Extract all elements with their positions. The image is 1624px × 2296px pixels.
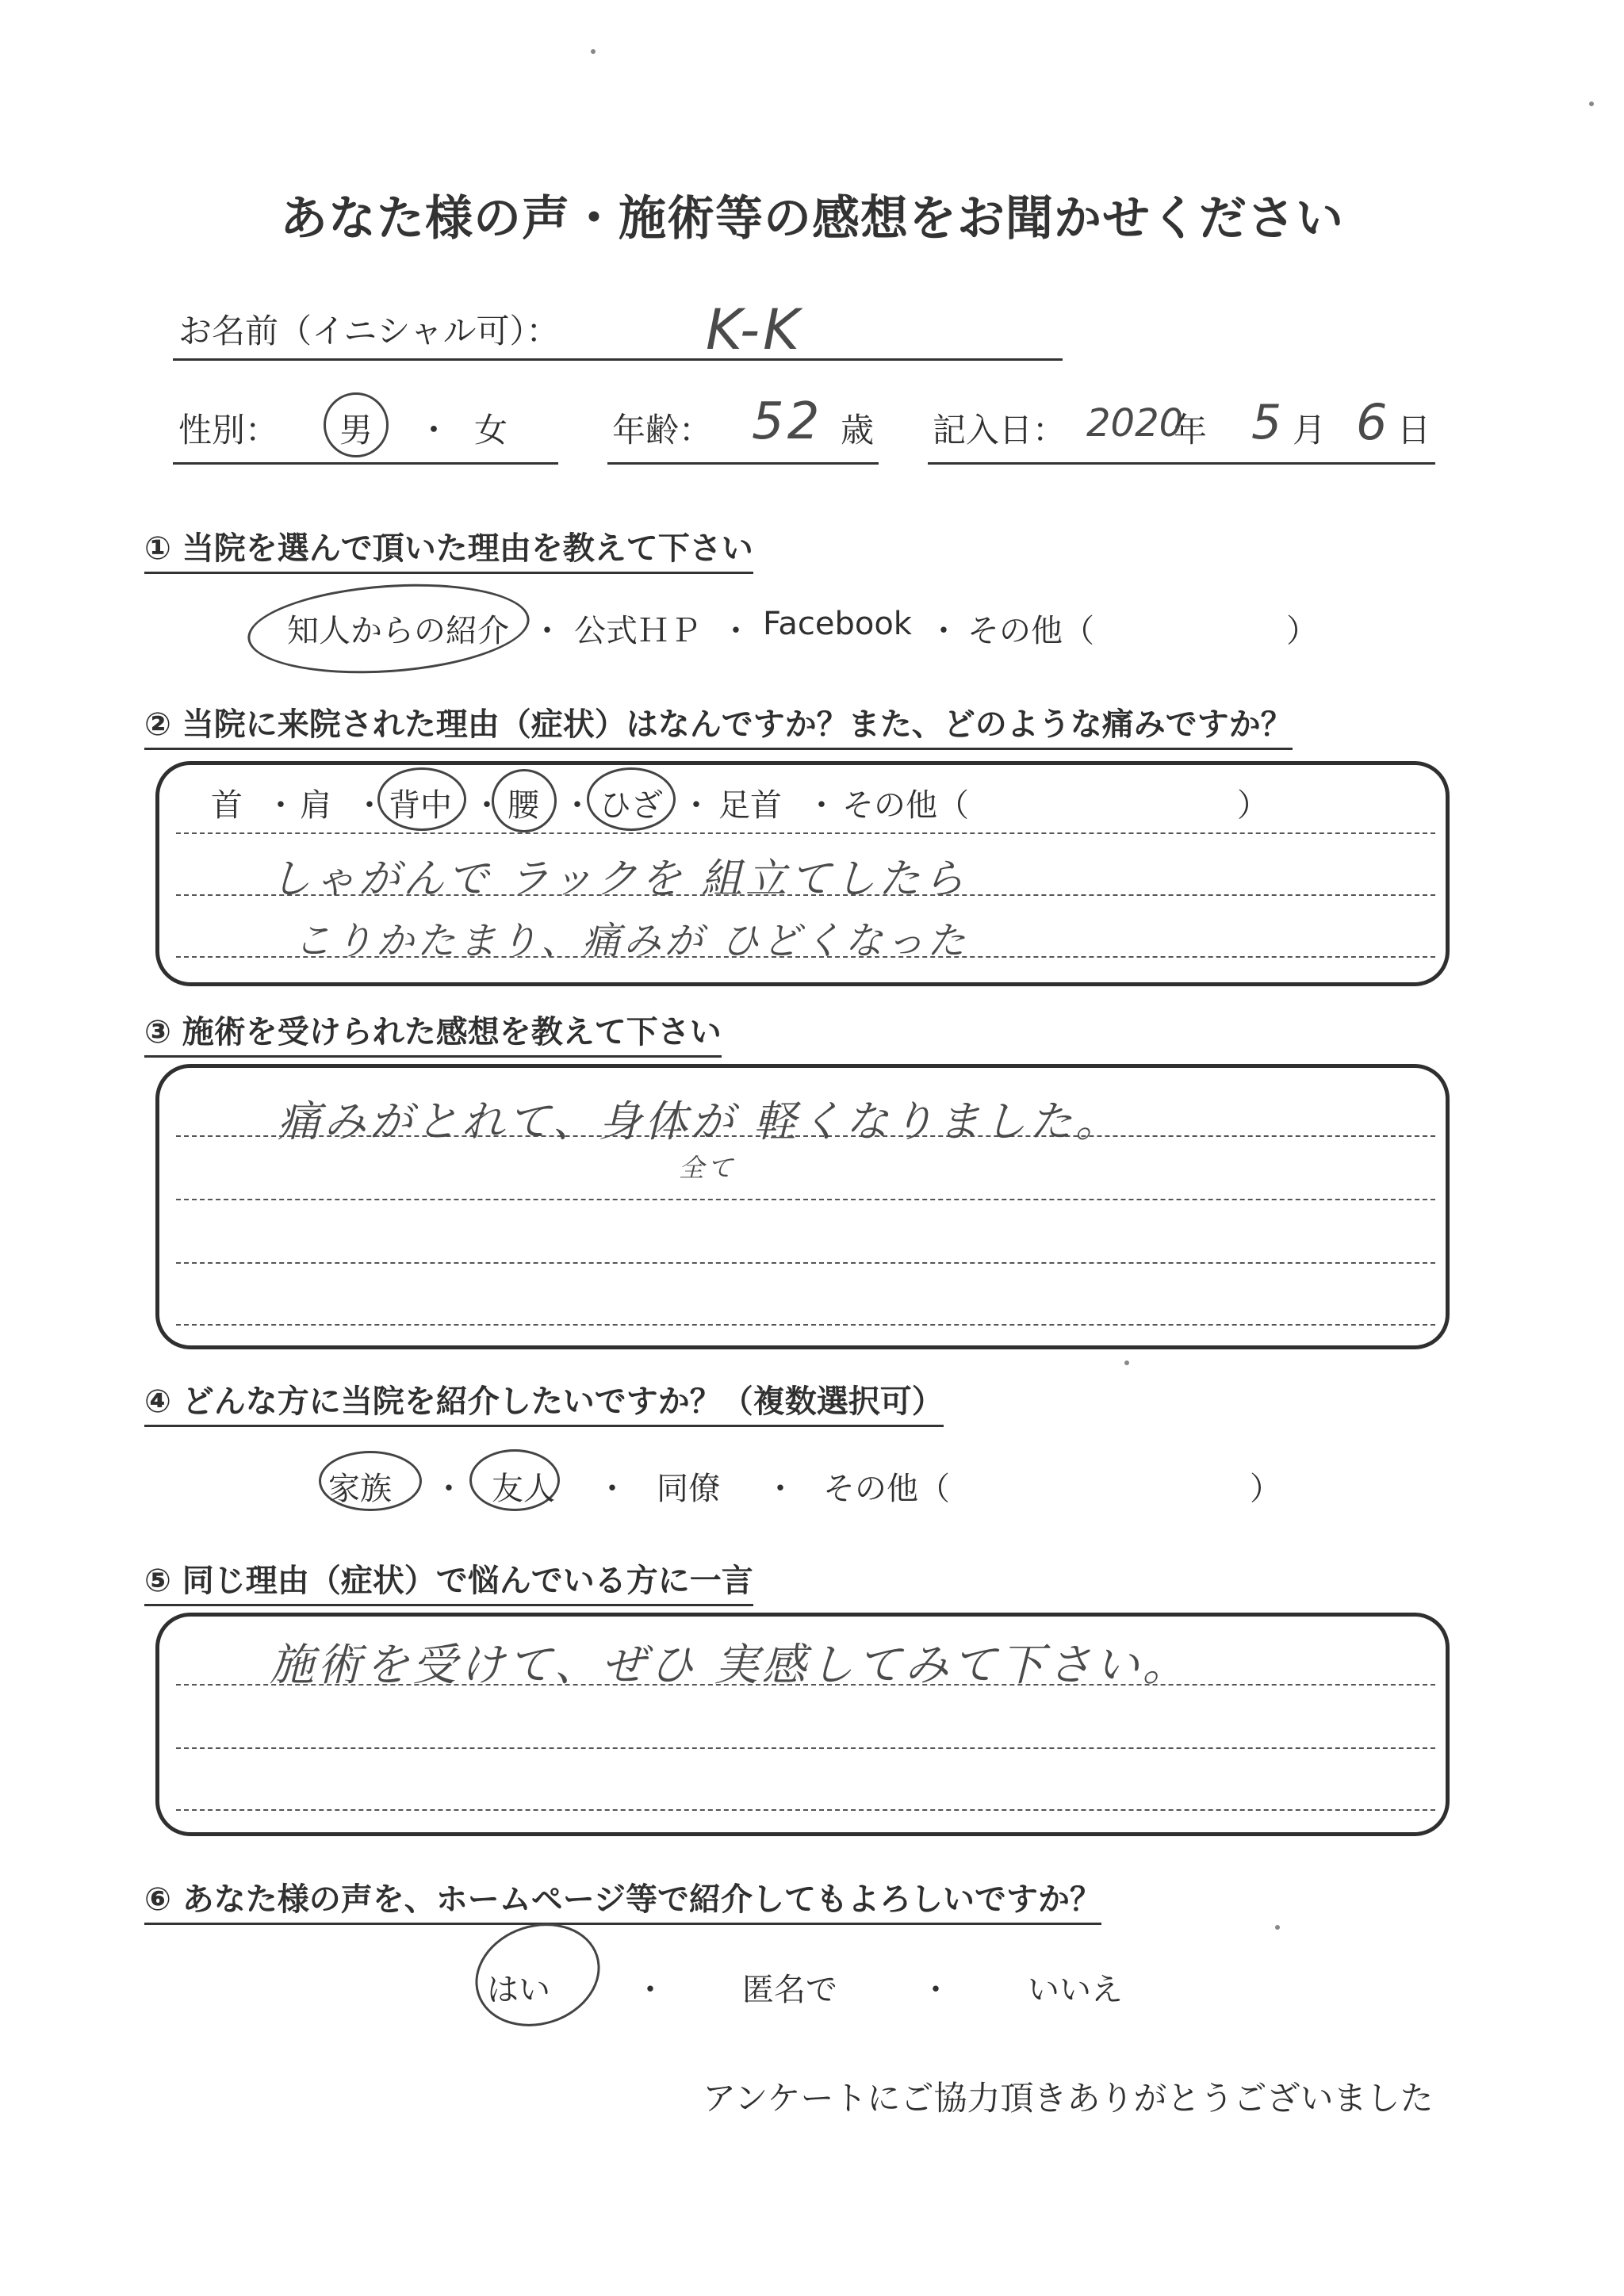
q1-option-referral[interactable]: 知人からの紹介 (287, 613, 509, 649)
age-underline (607, 462, 879, 465)
gender-separator: ・ (417, 411, 451, 450)
q6-separator: ・ (634, 1972, 666, 2008)
q2-separator: ・ (354, 787, 385, 824)
q3-heading: ③ 施術を受けられた感想を教えて下さい (144, 1007, 722, 1058)
q4-separator: ・ (433, 1471, 465, 1507)
q6-option-no[interactable]: いいえ (1028, 1972, 1123, 2008)
q4-option-colleague[interactable]: 同僚 (657, 1471, 720, 1507)
gender-male-option[interactable]: 男 (339, 411, 373, 450)
q4-option-other[interactable]: その他（ (823, 1471, 950, 1507)
date-year-unit: 年 (1174, 411, 1208, 450)
q6-option-yes[interactable]: はい (487, 1972, 550, 2008)
q2-separator: ・ (561, 787, 593, 824)
page-title: あなた様の声・施術等の感想をお聞かせください (280, 191, 1344, 247)
q2-other-close: ） (1237, 787, 1269, 824)
q2-separator: ・ (806, 787, 837, 824)
date-month-unit: 月 (1293, 411, 1327, 450)
age-value[interactable]: 52 (752, 392, 823, 451)
date-day-unit: 日 (1397, 411, 1431, 450)
q4-option-friend[interactable]: 友人 (492, 1471, 555, 1507)
q3-answer-insert[interactable]: 全て (679, 1153, 737, 1183)
q2-separator: ・ (680, 787, 712, 824)
date-year-value[interactable]: 2020 (1086, 401, 1184, 446)
q3-dashed-line (176, 1262, 1435, 1264)
q3-dashed-line (176, 1199, 1435, 1200)
q6-heading: ⑥ あなた様の声を、ホームページ等で紹介してもよろしいですか？ (144, 1874, 1101, 1925)
scan-speck (1124, 1360, 1129, 1365)
q1-other-close: ） (1286, 613, 1318, 649)
name-value[interactable]: K-K (706, 297, 803, 362)
q4-other-close: ） (1250, 1471, 1281, 1507)
q4-option-family[interactable]: 家族 (328, 1471, 392, 1507)
q1-separator: ・ (928, 613, 959, 649)
name-underline (173, 358, 1063, 361)
q3-dashed-line (176, 1324, 1435, 1326)
q6-separator: ・ (920, 1972, 952, 2008)
q1-option-website[interactable]: 公式ＨＰ (574, 613, 701, 649)
q2-answer-line2[interactable]: こりかたまり、痛みが ひどくなった (293, 919, 969, 963)
q2-option-ankle[interactable]: 足首 (718, 787, 782, 824)
q2-answer-line1[interactable]: しゃがんで ラックを 組立てしたら (270, 855, 968, 903)
gender-female-option[interactable]: 女 (474, 411, 508, 450)
date-day-value[interactable]: 6 (1356, 393, 1391, 451)
q2-option-other[interactable]: その他（ (842, 787, 969, 824)
date-underline (928, 462, 1435, 465)
q1-heading: ① 当院を選んで頂いた理由を教えて下さい (144, 523, 753, 574)
name-label: お名前（イニシャル可）： (178, 312, 560, 350)
q2-option-waist[interactable]: 腰 (508, 787, 539, 824)
q1-separator: ・ (531, 613, 563, 649)
q2-option-shoulder[interactable]: 肩 (300, 787, 331, 824)
q4-heading: ④ どんな方に当院を紹介したいですか？（複数選択可） (144, 1376, 944, 1427)
q4-separator: ・ (596, 1471, 628, 1507)
q1-separator: ・ (720, 613, 752, 649)
scan-speck (1589, 101, 1594, 106)
q2-option-back[interactable]: 背中 (389, 787, 452, 824)
gender-label: 性別： (178, 411, 279, 450)
q1-option-other[interactable]: その他（ (967, 613, 1094, 649)
q2-separator: ・ (471, 787, 503, 824)
q6-option-anonymous[interactable]: 匿名で (742, 1972, 837, 2008)
q2-heading: ② 当院に来院された理由（症状）はなんですか？また、どのような痛みですか？ (144, 699, 1293, 750)
footer-thanks: アンケートにご協力頂きありがとうございました (703, 2079, 1434, 2118)
q3-answer-line1[interactable]: 痛みがとれて、身体が 軽くなりました。 (278, 1096, 1122, 1146)
q5-answer-line1[interactable]: 施術を受けて、ぜひ 実感してみて下さい。 (270, 1640, 1190, 1691)
q2-separator: ・ (265, 787, 297, 824)
q5-dashed-line (176, 1747, 1435, 1749)
gender-underline (173, 462, 558, 465)
q2-dashed-line (176, 832, 1435, 834)
scan-speck (1275, 1925, 1280, 1930)
q1-option-facebook[interactable]: Facebook (763, 606, 912, 642)
date-label: 記入日： (933, 411, 1067, 450)
q5-heading: ⑤ 同じ理由（症状）で悩んでいる方に一言 (144, 1556, 753, 1606)
q2-option-neck[interactable]: 首 (211, 787, 243, 824)
q4-separator: ・ (764, 1471, 796, 1507)
scan-speck (591, 49, 596, 54)
age-unit: 歳 (841, 411, 875, 450)
q2-option-knee[interactable]: ひざ (599, 787, 663, 824)
age-label: 年齢： (612, 411, 713, 450)
date-month-value[interactable]: 5 (1251, 395, 1285, 450)
q5-dashed-line (176, 1809, 1435, 1811)
